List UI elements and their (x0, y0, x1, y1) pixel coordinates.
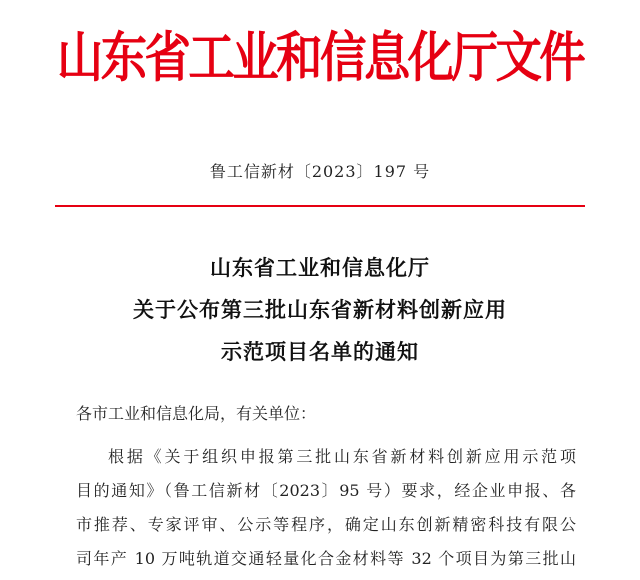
salutation: 各市工业和信息化局，有关单位： (76, 404, 317, 423)
red-divider-line (55, 205, 585, 207)
document-number: 鲁工信新材〔2023〕197 号 (209, 162, 431, 181)
body-paragraph (76, 440, 576, 576)
body-line-2: 目的通知》（鲁工信新材〔2023〕95 号）要求，经企业申报、各 (76, 481, 576, 500)
notice-title (0, 248, 640, 374)
body-line-4: 司年产 10 万吨轨道交通轻量化合金材料等 32 个项目为第三批山 (76, 549, 576, 568)
title-line-3: 示范项目名单的通知 (221, 339, 419, 364)
document-masthead: 山东省工业和信息化厅文件 (56, 25, 584, 89)
title-line-2: 关于公布第三批山东省新材料创新应用 (133, 297, 507, 322)
title-line-1: 山东省工业和信息化厅 (210, 255, 430, 280)
body-line-3: 市推荐、专家评审、公示等程序，确定山东创新精密科技有限公 (76, 515, 576, 534)
body-line-1: 根据《关于组织申报第三批山东省新材料创新应用示范项 (108, 447, 576, 466)
